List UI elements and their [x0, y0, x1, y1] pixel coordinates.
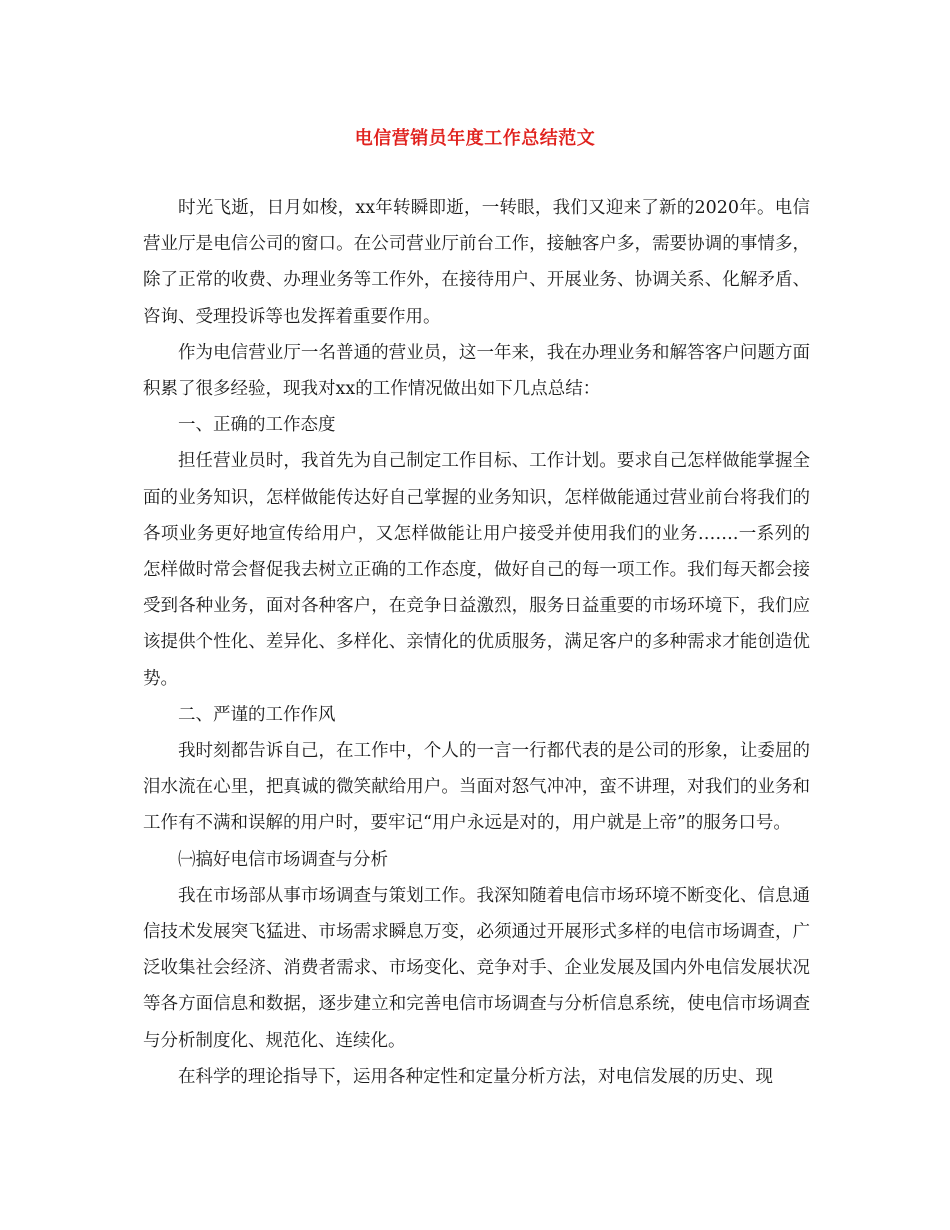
- section-heading-attitude: 一、正确的工作态度: [178, 415, 336, 436]
- section-heading-style: 二、严谨的工作作风: [178, 704, 336, 725]
- paragraph-summary-intro: 作为电信营业厅一名普通的营业员，这一年来，我在办理业务和解答客户问题方面积累了很多经验，现我对xx的工作情况做出如下几点总结：: [143, 342, 810, 400]
- paragraph-market-research: 我在市场部从事市场调查与策划工作。我深知随着电信市场环境不断变化、信息通信技术发展突飞猛进、市场需求瞬息万变，必须通过开展形式多样的电信市场调查，广泛收集社会经济、消费者需求、市场变化、竞争对手、企业发展及国内外电信发展状况等各方面信息和数据，逐步建立和完善电信市场调查与分析信息系统，使电信市场调查与分析制度化、规范化、连续化。: [143, 885, 810, 1051]
- section-heading-market-research: ㈠搞好电信市场调查与分析: [178, 849, 388, 870]
- paragraph-intro: 时光飞逝，日月如梭，xx年转瞬即逝，一转眼，我们又迎来了新的2020年。电信营业厅是电信公司的窗口。在公司营业厅前台工作，接触客户多，需要协调的事情多，除了正常的收费、办理业务等工作外，在接待用户、开展业务、协调关系、化解矛盾、咨询、受理投诉等也发挥着重要作用。: [143, 198, 810, 327]
- paragraph-style: 我时刻都告诉自己，在工作中，个人的一言一行都代表的是公司的形象，让委屈的泪水流在心里，把真诚的微笑献给用户。当面对怒气冲冲，蛮不讲理，对我们的业务和工作有不满和误解的用户时，要牢记“用户永远是对的，用户就是上帝”的服务口号。: [143, 741, 810, 834]
- paragraph-analysis: 在科学的理论指导下，运用各种定性和定量分析方法，对电信发展的历史、现: [178, 1066, 773, 1087]
- paragraph-attitude: 担任营业员时，我首先为自己制定工作目标、工作计划。要求自己怎样做能掌握全面的业务知识，怎样做能传达好自己掌握的业务知识，怎样做能通过营业前台将我们的各项业务更好地宣传给用户，又怎样做能让用户接受并使用我们的业务…….一系列的怎样做时常会督促我去树立正确的工作态度，做好自己的每一项工作。我们每天都会接受到各种业务，面对各种客户，在竞争日益激烈，服务日益重要的市场环境下，我们应该提供个性化、差异化、多样化、亲情化的优质服务，满足客户的多种需求才能创造优势。: [143, 451, 810, 689]
- document-title: 电信营销员年度工作总结范文: [354, 128, 596, 149]
- document-body: [143, 190, 810, 1095]
